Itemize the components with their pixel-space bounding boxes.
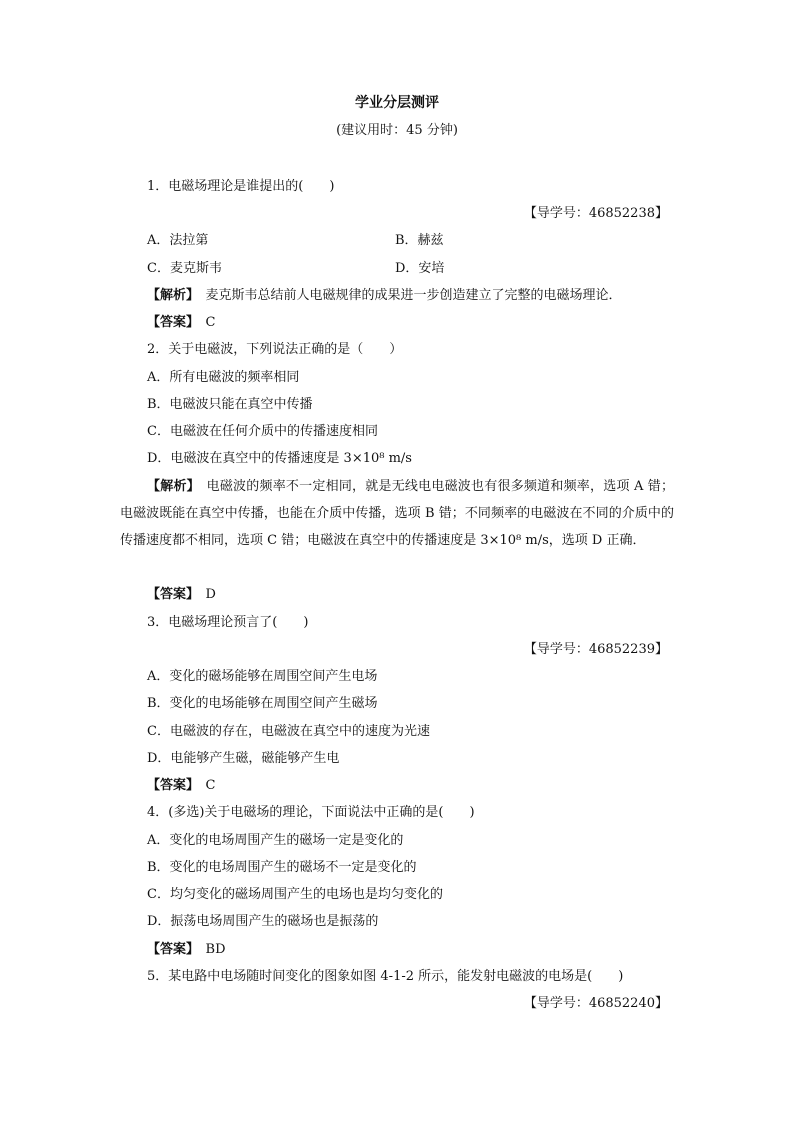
- question-2-analysis: [120, 473, 674, 554]
- question-1-answer: [147, 314, 215, 332]
- answer-text: BD: [192, 942, 226, 957]
- page-subtitle: (建议用时：45 分钟): [336, 123, 458, 138]
- question-1-option-c: C．麦克斯韦: [147, 261, 222, 276]
- question-5-stem: 5．某电路中电场随时间变化的图象如图 4-1-2 所示，能发射电磁波的电场是( ): [147, 969, 624, 984]
- question-3-option-d: D．电能够产生磁，磁能够产生电: [147, 751, 340, 766]
- question-4-option-d: D．振荡电场周围产生的磁场也是振荡的: [147, 914, 379, 929]
- answer-tag: 【答案】: [147, 942, 193, 957]
- analysis-tag: 【解析】: [147, 479, 194, 494]
- analysis-text: 麦克斯韦总结前人电磁规律的成果进一步创造建立了完整的电磁场理论．: [192, 288, 622, 303]
- answer-tag: 【答案】: [147, 315, 193, 330]
- answer-text: C: [192, 778, 216, 793]
- question-4-option-b: B．变化的电场周围产生的磁场不一定是变化的: [147, 860, 417, 875]
- page-title: 学业分层测评: [355, 95, 439, 111]
- answer-tag: 【答案】: [147, 587, 193, 602]
- question-1-option-a: A．法拉第: [147, 233, 209, 248]
- question-4-option-c: C．均匀变化的磁场周围产生的电场也是均匀变化的: [147, 887, 443, 902]
- question-2-option-a: A．所有电磁波的频率相同: [147, 370, 300, 385]
- question-2-answer: [147, 586, 216, 604]
- question-3-answer: [147, 777, 215, 795]
- question-3-ref: 【导学号：46852239】: [523, 642, 668, 657]
- question-4-answer: [147, 941, 226, 959]
- analysis-text: 电磁波的频率不一定相同，就是无线电电磁波也有很多频道和频率，选项 A 错；电磁波既能在真空中传播，也能在介质中传播，选项 B 错；不同频率的电磁波在不同的介质中的传播速度都不相同，选项 C 错；电磁波在真空中的传播速度是 3×10⁸ m/s，选项 D 正确．: [120, 479, 674, 548]
- question-4-option-a: A．变化的电场周围产生的磁场一定是变化的: [147, 833, 404, 848]
- analysis-tag: 【解析】: [147, 288, 193, 303]
- question-4-stem: 4．(多选)关于电磁场的理论，下面说法中正确的是( ): [147, 805, 475, 820]
- question-5-ref: 【导学号：46852240】: [523, 996, 668, 1011]
- question-2-option-c: C．电磁波在任何介质中的传播速度相同: [147, 424, 378, 439]
- question-1-stem: 1．电磁场理论是谁提出的( ): [147, 179, 335, 194]
- question-2-stem: 2．关于电磁波，下列说法正确的是（ ）: [147, 342, 403, 357]
- question-3-option-b: B．变化的电场能够在周围空间产生磁场: [147, 696, 378, 711]
- question-2-option-d: D．电磁波在真空中的传播速度是 3×10⁸ m/s: [147, 451, 412, 466]
- question-3-stem: 3．电磁场理论预言了( ): [147, 615, 309, 630]
- question-2-option-b: B．电磁波只能在真空中传播: [147, 397, 313, 412]
- question-3-option-a: A．变化的磁场能够在周围空间产生电场: [147, 669, 378, 684]
- question-1-ref: 【导学号：46852238】: [523, 206, 668, 221]
- answer-text: D: [192, 587, 216, 602]
- question-1-option-b: B．赫兹: [395, 233, 444, 248]
- question-1-analysis: [147, 287, 622, 305]
- question-3-option-c: C．电磁波的存在，电磁波在真空中的速度为光速: [147, 724, 430, 739]
- answer-text: C: [192, 315, 216, 330]
- question-1-option-d: D．安培: [395, 261, 445, 276]
- answer-tag: 【答案】: [147, 778, 193, 793]
